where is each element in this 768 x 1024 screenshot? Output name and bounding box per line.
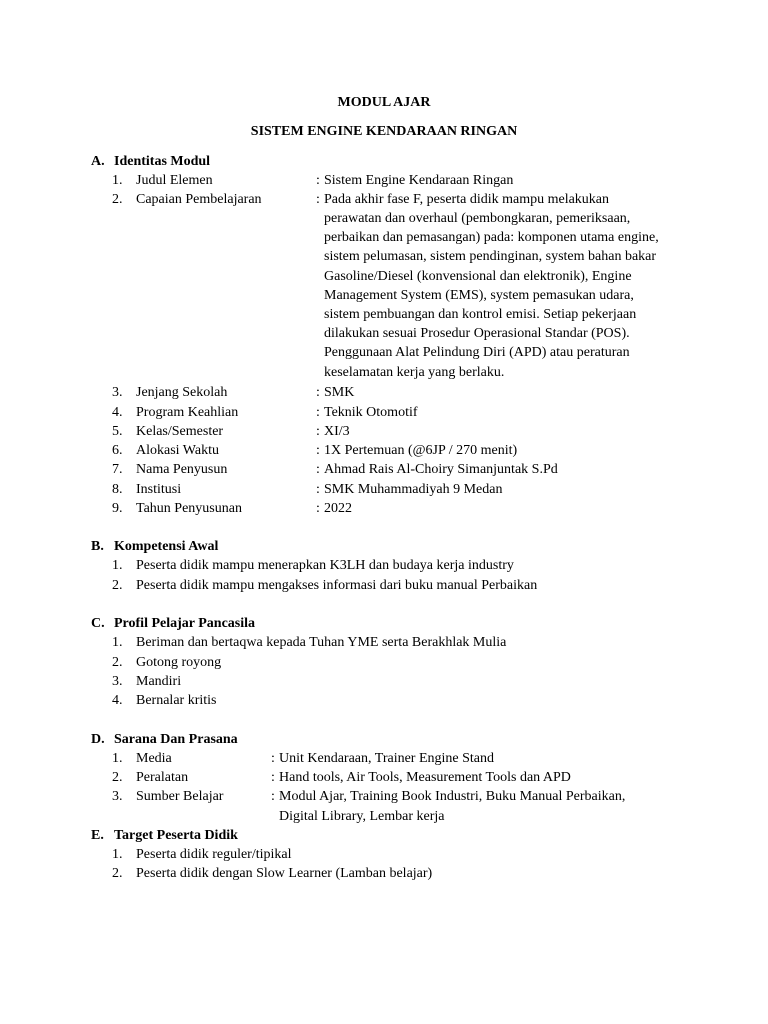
row-colon: : xyxy=(316,482,320,497)
row-colon: : xyxy=(316,443,320,458)
row-value: XI/3 xyxy=(324,424,350,439)
row-value: Sistem Engine Kendaraan Ringan xyxy=(324,173,514,188)
row-value: 2022 xyxy=(324,501,352,516)
row-label: Sumber Belajar xyxy=(136,789,224,804)
row-number: 5. xyxy=(112,424,123,439)
row-colon: : xyxy=(316,405,320,420)
item-number: 1. xyxy=(112,635,123,650)
row-colon: : xyxy=(316,501,320,516)
section-title: Profil Pelajar Pancasila xyxy=(114,616,256,631)
row-colon: : xyxy=(316,462,320,477)
item-number: 1. xyxy=(112,847,123,862)
row-number: 1. xyxy=(112,173,123,188)
row-label: Jenjang Sekolah xyxy=(136,385,228,400)
item-text: Gotong royong xyxy=(136,655,222,670)
row-number: 3. xyxy=(112,789,123,804)
section-heading-e xyxy=(91,826,238,845)
section-title: Sarana Dan Prasana xyxy=(114,732,238,747)
row-value: Pada akhir fase F, peserta didik mampu melakukan xyxy=(324,192,610,207)
row-number: 6. xyxy=(112,443,123,458)
row-number: 2. xyxy=(112,770,123,785)
item-text: Mandiri xyxy=(136,674,182,689)
row-label: Kelas/Semester xyxy=(136,424,224,439)
row-value: SMK Muhammadiyah 9 Medan xyxy=(324,482,503,497)
section-title: Target Peserta Didik xyxy=(114,828,238,843)
facility-row-continuation: Digital Library, Lembar kerja xyxy=(279,809,445,824)
item-number: 4. xyxy=(112,693,123,708)
row-label: Institusi xyxy=(136,482,182,497)
item-number: 2. xyxy=(112,866,123,881)
row-colon: : xyxy=(316,385,320,400)
row-colon: : xyxy=(271,770,275,785)
row-colon: : xyxy=(316,192,320,207)
row-label: Program Keahlian xyxy=(136,405,239,420)
item-text: Peserta didik dengan Slow Learner (Lamban belajar) xyxy=(136,866,433,881)
item-text: Peserta didik mampu mengakses informasi dari buku manual Perbaikan xyxy=(136,578,538,593)
row-number: 9. xyxy=(112,501,123,516)
row-colon: : xyxy=(271,751,275,766)
item-number: 2. xyxy=(112,655,123,670)
section-title: Identitas Modul xyxy=(114,154,211,169)
row-value: Unit Kendaraan, Trainer Engine Stand xyxy=(279,751,495,766)
row-number: 2. xyxy=(112,192,123,207)
section-title: Kompetensi Awal xyxy=(114,539,219,554)
row-label: Judul Elemen xyxy=(136,173,213,188)
item-text: Peserta didik mampu menerapkan K3LH dan budaya kerja industry xyxy=(136,558,514,573)
row-value: Teknik Otomotif xyxy=(324,405,418,420)
row-label: Alokasi Waktu xyxy=(136,443,219,458)
section-letter: B. xyxy=(91,539,104,554)
row-colon: : xyxy=(316,173,320,188)
section-heading-d xyxy=(91,730,238,749)
row-value: 1X Pertemuan (@6JP / 270 menit) xyxy=(324,443,518,458)
row-number: 7. xyxy=(112,462,123,477)
row-value: Ahmad Rais Al-Choiry Simanjuntak S.Pd xyxy=(324,462,558,477)
row-value: SMK xyxy=(324,385,355,400)
section-heading-c xyxy=(91,614,255,633)
section-letter: D. xyxy=(91,732,105,747)
row-number: 8. xyxy=(112,482,123,497)
item-number: 3. xyxy=(112,674,123,689)
page-subtitle: SISTEM ENGINE KENDARAAN RINGAN xyxy=(250,124,518,139)
item-number: 2. xyxy=(112,578,123,593)
section-letter: A. xyxy=(91,154,105,169)
row-number: 3. xyxy=(112,385,123,400)
section-heading-a xyxy=(91,152,210,171)
section-letter: C. xyxy=(91,616,105,631)
section-heading-b xyxy=(91,537,218,556)
row-colon: : xyxy=(316,424,320,439)
section-letter: E. xyxy=(91,828,104,843)
row-label: Nama Penyusun xyxy=(136,462,228,477)
row-colon: : xyxy=(271,789,275,804)
learning-outcome-paragraph: perawatan dan overhaul (pembongkaran, pemeriksaan, perbaikan dan pemasangan) pada: komponen utama engine, sistem pelumasan, sistem pendinginan, system bahan bakar Gasoline/Diesel (konvensional dan elektronik), Engine Management System (EMS), system pemasukan udara, sistem pembuangan dan kontrol emisi. Setiap pekerjaan dilakukan sesuai Prosedur Operasional Standar (POS). Penggunaan Alat Pelindung Diri (APD) atau peraturan keselamatan kerja yang berlaku. xyxy=(324,211,659,380)
row-value: Modul Ajar, Training Book Industri, Buku Manual Perbaikan, xyxy=(279,789,626,804)
page-title: MODUL AJAR xyxy=(337,95,431,110)
row-label: Tahun Penyusunan xyxy=(136,501,242,516)
item-text: Peserta didik reguler/tipikal xyxy=(136,847,292,862)
row-number: 4. xyxy=(112,405,123,420)
item-text: Bernalar kritis xyxy=(136,693,217,708)
row-number: 1. xyxy=(112,751,123,766)
row-label: Peralatan xyxy=(136,770,189,785)
row-value: Hand tools, Air Tools, Measurement Tools dan APD xyxy=(279,770,571,785)
item-number: 1. xyxy=(112,558,123,573)
item-text: Beriman dan bertaqwa kepada Tuhan YME serta Berakhlak Mulia xyxy=(136,635,507,650)
row-label: Capaian Pembelajaran xyxy=(136,192,262,207)
row-label: Media xyxy=(136,751,172,766)
